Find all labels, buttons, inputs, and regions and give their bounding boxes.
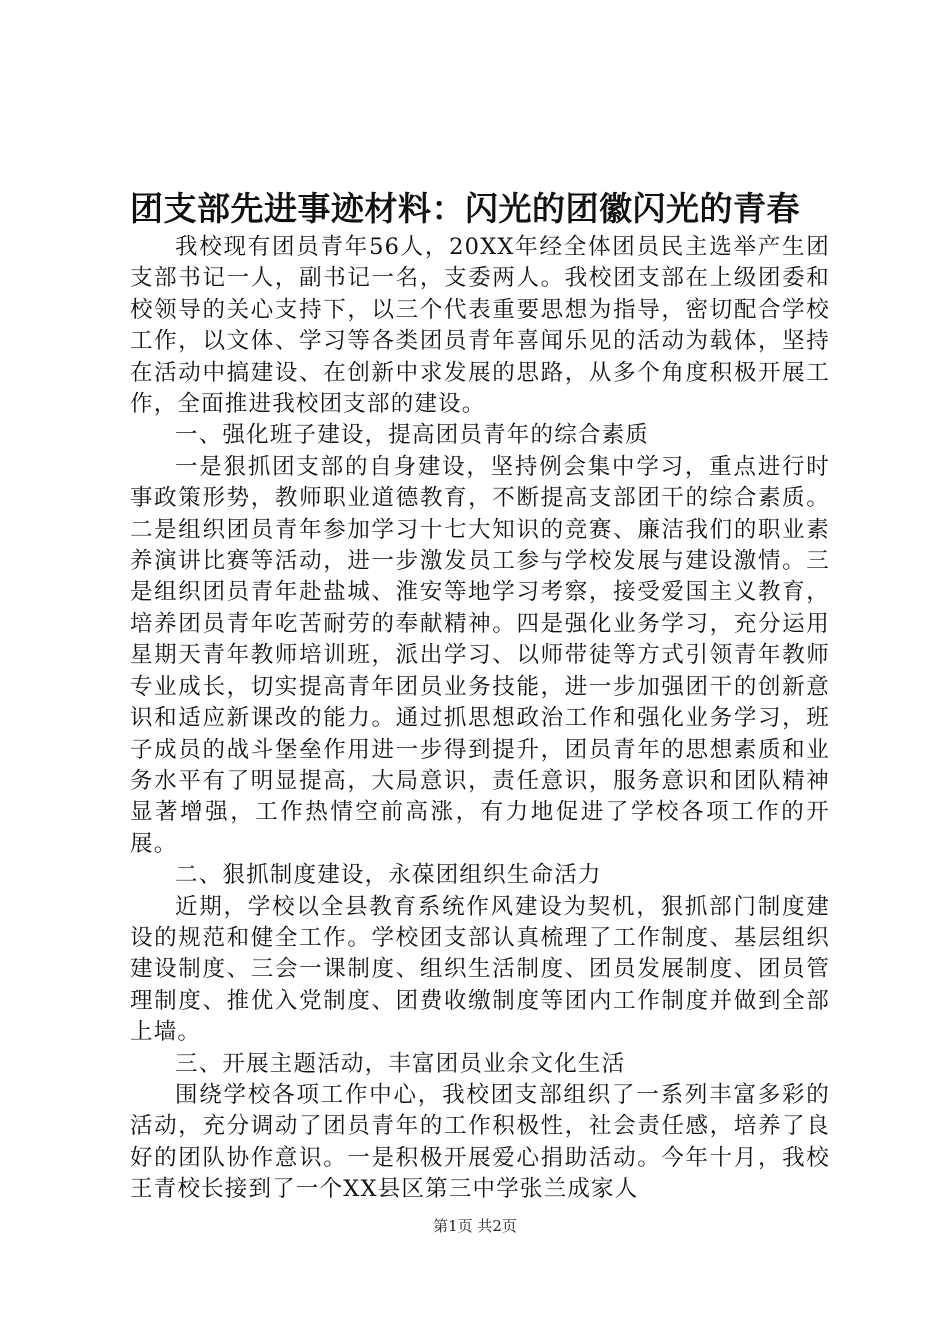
section-heading-1: 一、强化班子建设，提高团员青年的综合素质	[175, 422, 650, 449]
document-title: 团支部先进事迹材料：闪光的团徽闪光的青春	[130, 189, 800, 228]
section-1-paragraph: 一是狠抓团支部的自身建设，坚持例会集中学习，重点进行时事政策形势，教师职业道德教育，不断提高支部团干的综合素质。二是组织团员青年参加学习十七大知识的竞赛、廉洁我们的职业素养演讲比赛等活动，进一步激发员工参与学校发展与建设激情。三是组织团员青年赴盐城、淮安等地学习考察，接受爱国主义教育，培养团员青年吃苦耐劳的奉献精神。四是强化业务学习，充分运用星期天青年教师培训班，派出学习、以师带徒等方式引领青年教师专业成长，切实提高青年团员业务技能，进一步加强团干的创新意识和适应新课改的能力。通过抓思想政治工作和强化业务学习，班子成员的战斗堡垒作用进一步得到提升，团员青年的思想素质和业务水平有了明显提高，大局意识，责任意识，服务意识和团队精神显著增强，工作热情空前高涨，有力地促进了学校各项工作的开展。	[130, 453, 830, 857]
section-heading-3: 三、开展主题活动，丰富团员业余文化生活	[175, 1050, 626, 1077]
document-body	[130, 232, 830, 1206]
section-3-paragraph: 围绕学校各项工作中心，我校团支部组织了一系列丰富多彩的活动，充分调动了团员青年的工作积极性，社会责任感，培养了良好的团队协作意识。一是积极开展爱心捐助活动。今年十月，我校王青校长接到了一个XX县区第三中学张兰成家人	[130, 1081, 830, 1203]
section-heading-2: 二、狠抓制度建设，永葆团组织生命活力	[175, 862, 602, 889]
section-2-paragraph: 近期，学校以全县教育系统作风建设为契机，狠抓部门制度建设的规范和健全工作。学校团支部认真梳理了工作制度、基层组织建设制度、三会一课制度、组织生活制度、团员发展制度、团员管理制度、推优入党制度、团费收缴制度等团内工作制度并做到全部上墙。	[130, 893, 830, 1046]
page-footer: 第1页 共2页	[433, 1217, 517, 1235]
intro-paragraph: 我校现有团员青年56人，20XX年经全体团员民主选举产生团支部书记一人，副书记一名，支委两人。我校团支部在上级团委和校领导的关心支持下，以三个代表重要思想为指导，密切配合学校工作，以文体、学习等各类团员青年喜闻乐见的活动为载体，坚持在活动中搞建设、在创新中求发展的思路，从多个角度积极开展工作，全面推进我校团支部的建设。	[130, 234, 830, 418]
